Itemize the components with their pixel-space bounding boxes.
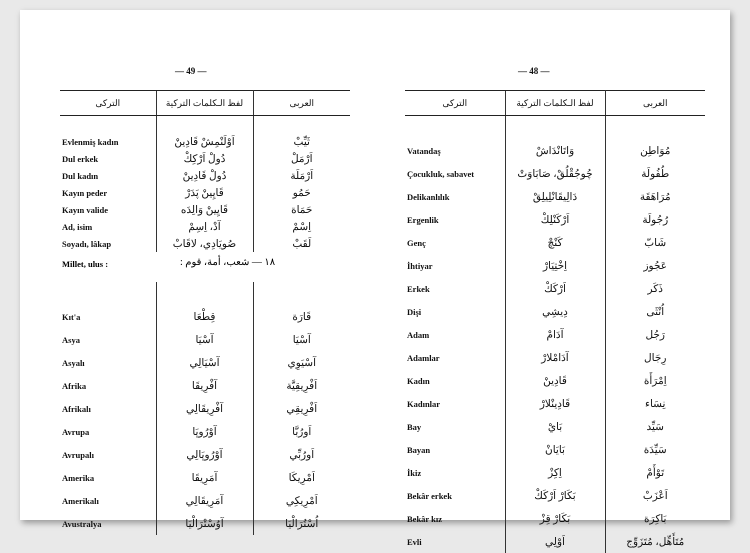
turkish-word: Delikanlılık: [407, 191, 450, 202]
table-row: [60, 443, 350, 466]
ottoman-pronunciation: چُوجُقْلُقْ، صَابَاوَتْ: [505, 162, 605, 185]
turkish-word: İkiz: [407, 467, 422, 478]
table-row: [60, 235, 350, 252]
arabic-word: بَاكِرَة: [644, 513, 667, 525]
table-row: [60, 489, 350, 512]
turkish-word: Evli: [407, 536, 422, 547]
table-row: [60, 512, 350, 535]
ottoman-pronunciation: قَادِينْلارْ: [505, 392, 605, 415]
ottoman-pronunciation: آفْرِيقَا: [156, 374, 253, 397]
header-arabic: العربى: [253, 91, 350, 116]
turkish-word: Dul kadın: [62, 170, 99, 181]
table-row: [405, 139, 705, 162]
table-row: [60, 466, 350, 489]
table-row: [405, 507, 705, 530]
section-heading-row: [60, 255, 350, 275]
ottoman-pronunciation: آسْيَا: [156, 328, 253, 351]
spacer-row: [405, 116, 705, 140]
table-row: [405, 438, 705, 461]
table-row: [60, 374, 350, 397]
turkish-word: Adam: [407, 329, 430, 340]
table-row: [60, 328, 350, 351]
ottoman-pronunciation: آدَامْلارْ: [505, 346, 605, 369]
turkish-word: Avrupalı: [62, 449, 94, 460]
arabic-word: اَورُبَّا: [292, 426, 312, 438]
table-header-row: [405, 91, 705, 116]
table-row: [405, 300, 705, 323]
turkish-word: Adamlar: [407, 352, 440, 363]
section-label: Millet, ulus :: [62, 259, 109, 269]
turkish-word: Ad, isim: [62, 221, 93, 232]
turkish-word: Kadın: [407, 375, 430, 386]
table-row: [60, 201, 350, 218]
ottoman-pronunciation: آوْرُوپَا: [156, 420, 253, 443]
arabic-word: عَجُوز: [643, 260, 668, 272]
table-row: [405, 415, 705, 438]
table-row: [405, 185, 705, 208]
arabic-word: اِمْرَأَة: [643, 375, 667, 387]
ottoman-pronunciation: آوُسْتْرَالْيَا: [156, 512, 253, 535]
arabic-word: رَجُل: [645, 329, 665, 341]
ottoman-pronunciation: كَنْچْ: [505, 231, 605, 254]
arabic-word: حَمَاة: [291, 204, 313, 216]
table-row: [405, 323, 705, 346]
ottoman-pronunciation: آسْيَالِي: [156, 351, 253, 374]
arabic-word: اُنْثَى: [646, 306, 665, 318]
book-spread: [20, 10, 730, 548]
dictionary-table: [60, 90, 350, 252]
dictionary-table-2: [60, 282, 350, 535]
spacer-row: [60, 282, 350, 305]
ottoman-pronunciation: اَرْكَكْ: [505, 277, 605, 300]
turkish-word: Bekâr kız: [407, 513, 443, 524]
arabic-word: نِسَاء: [645, 398, 666, 410]
ottoman-pronunciation: بَكَارْ اَرْكَكْ: [505, 484, 605, 507]
header-arabic: العربى: [605, 91, 705, 116]
turkish-word: Dişi: [407, 306, 422, 317]
turkish-word: Afrika: [62, 380, 87, 391]
table-row: [405, 208, 705, 231]
arabic-word: اَرْمَلْ: [290, 153, 313, 165]
arabic-word: اَفْرِيقِي: [286, 403, 318, 415]
table-row: [60, 184, 350, 201]
turkish-word: Avustralya: [62, 518, 102, 529]
ottoman-pronunciation: قِطْعَا: [156, 305, 253, 328]
left-page: [20, 10, 370, 530]
ottoman-pronunciation: اَرْكَنْلِكْ: [505, 208, 605, 231]
arabic-word: سَيِّد: [646, 421, 664, 433]
header-ottoman: لفظ الـكلمات التركية: [505, 91, 605, 116]
ottoman-pronunciation: آمَرِيقَالِي: [156, 489, 253, 512]
ottoman-pronunciation: بَايْ: [505, 415, 605, 438]
turkish-word: Erkek: [407, 283, 430, 294]
table-row: [60, 397, 350, 420]
ottoman-pronunciation: آفْرِيقَالِي: [156, 397, 253, 420]
turkish-word: Evlenmiş kadın: [62, 136, 119, 147]
arabic-word: اَورُبِّي: [289, 449, 315, 461]
arabic-word: مُتَأَهِّل، مُتَزَوِّج: [626, 536, 685, 548]
turkish-word: İhtiyar: [407, 260, 433, 271]
ottoman-pronunciation: دَالِيقَانْلِيلِقْ: [505, 185, 605, 208]
arabic-word: اَمْرِيكَا: [288, 472, 315, 484]
table-row: [405, 254, 705, 277]
section-heading: ١٨ — شعب، أمة، قوم :: [180, 257, 276, 268]
table-row: [405, 346, 705, 369]
turkish-word: Amerikalı: [62, 495, 99, 506]
arabic-word: اِسْمْ: [292, 221, 312, 233]
turkish-word: Asya: [62, 334, 80, 345]
table-row: [405, 231, 705, 254]
ottoman-pronunciation: وَاتَانْدَاشْ: [505, 139, 605, 162]
arabic-word: قَارَة: [292, 311, 312, 323]
table-row: [405, 277, 705, 300]
table-row: [405, 392, 705, 415]
arabic-word: طُفُولَة: [641, 168, 670, 180]
table-row: [405, 369, 705, 392]
turkish-word: Asyalı: [62, 357, 85, 368]
arabic-word: شَابّ: [644, 237, 667, 249]
turkish-word: Amerika: [62, 472, 95, 483]
turkish-word: Avrupa: [62, 426, 90, 437]
turkish-word: Kadınlar: [407, 398, 441, 409]
ottoman-pronunciation: بَايَانْ: [505, 438, 605, 461]
table-row: [60, 150, 350, 167]
arabic-word: اَعْزَبْ: [642, 490, 668, 502]
arabic-word: اَرْمَلَة: [290, 170, 314, 182]
ottoman-pronunciation: دِيشِي: [505, 300, 605, 323]
turkish-word: Kıt'a: [62, 311, 81, 322]
ottoman-pronunciation: قَايِينْ وَالِدَه: [156, 201, 253, 218]
turkish-word: Dul erkek: [62, 153, 99, 164]
page-number: — 48 —: [518, 66, 550, 76]
arabic-word: مُوَاطِن: [640, 145, 671, 157]
turkish-word: Ergenlik: [407, 214, 439, 225]
table-header-row: [60, 91, 350, 116]
arabic-word: رِجَال: [644, 352, 667, 364]
ottoman-pronunciation: قَايِينْ پَدَرْ: [156, 184, 253, 201]
table-row: [405, 484, 705, 507]
ottoman-pronunciation: بَكَارْ قِزْ: [505, 507, 605, 530]
turkish-word: Vatandaş: [407, 145, 441, 156]
turkish-word: Kayın valide: [62, 204, 109, 215]
turkish-word: Genç: [407, 237, 426, 248]
arabic-word: اُسْتُرَالْيَا: [285, 518, 319, 530]
table-row: [405, 530, 705, 553]
arabic-word: حَمُو: [292, 187, 311, 199]
ottoman-pronunciation: اِكِزْ: [505, 461, 605, 484]
turkish-word: Bekâr erkek: [407, 490, 452, 501]
arabic-word: تَوْأَمْ: [646, 467, 665, 479]
ottoman-pronunciation: اَوْلَنْمِشْ قَادِينْ: [156, 133, 253, 150]
table-row: [60, 167, 350, 184]
table-row: [60, 351, 350, 374]
table-row: [60, 420, 350, 443]
turkish-word: Bay: [407, 421, 422, 432]
ottoman-pronunciation: اَوْلِي: [505, 530, 605, 553]
dictionary-table: [405, 90, 705, 553]
arabic-word: مُرَاهَقَة: [639, 191, 671, 203]
arabic-word: رُجُولَة: [642, 214, 669, 226]
ottoman-pronunciation: قَادِينْ: [505, 369, 605, 392]
ottoman-pronunciation: آمَرِيقَا: [156, 466, 253, 489]
arabic-word: اَفْرِيقِيَّة: [286, 380, 318, 392]
table-row: [405, 461, 705, 484]
arabic-word: لَقَبْ: [292, 238, 312, 250]
header-turkish: التركى: [60, 91, 156, 116]
arabic-word: سَيِّدَة: [643, 444, 667, 456]
header-ottoman: لفظ الـكلمات التركية: [156, 91, 253, 116]
turkish-word: Çocukluk, sabavet: [407, 168, 475, 179]
turkish-word: Afrikalı: [62, 403, 91, 414]
table-row: [60, 305, 350, 328]
spacer-row: [60, 116, 350, 134]
ottoman-pronunciation: آوْرُوپَالِي: [156, 443, 253, 466]
ottoman-pronunciation: اِخْتِيَارْ: [505, 254, 605, 277]
table-row: [405, 162, 705, 185]
header-turkish: التركى: [405, 91, 505, 116]
arabic-word: ذَكَر: [647, 283, 663, 295]
ottoman-pronunciation: دُولْ اَرْكِكْ: [156, 150, 253, 167]
ottoman-pronunciation: آدَامْ: [505, 323, 605, 346]
arabic-word: اَمْرِيكِي: [285, 495, 318, 507]
turkish-word: Soyadı, lâkap: [62, 238, 112, 249]
ottoman-pronunciation: صُويَادِي، لاقَابْ: [156, 235, 253, 252]
arabic-word: آسْيَوِي: [287, 357, 317, 369]
turkish-word: Bayan: [407, 444, 431, 455]
turkish-word: Kayın peder: [62, 187, 108, 198]
table-row: [60, 218, 350, 235]
table-row: [60, 133, 350, 150]
arabic-word: ثَيِّبْ: [293, 136, 310, 148]
ottoman-pronunciation: آدْ، اِسِمْ: [156, 218, 253, 235]
page-number: — 49 —: [175, 66, 207, 76]
arabic-word: آسْيَا: [292, 334, 311, 346]
ottoman-pronunciation: دُولْ قَادِينْ: [156, 167, 253, 184]
right-page: [380, 10, 730, 548]
